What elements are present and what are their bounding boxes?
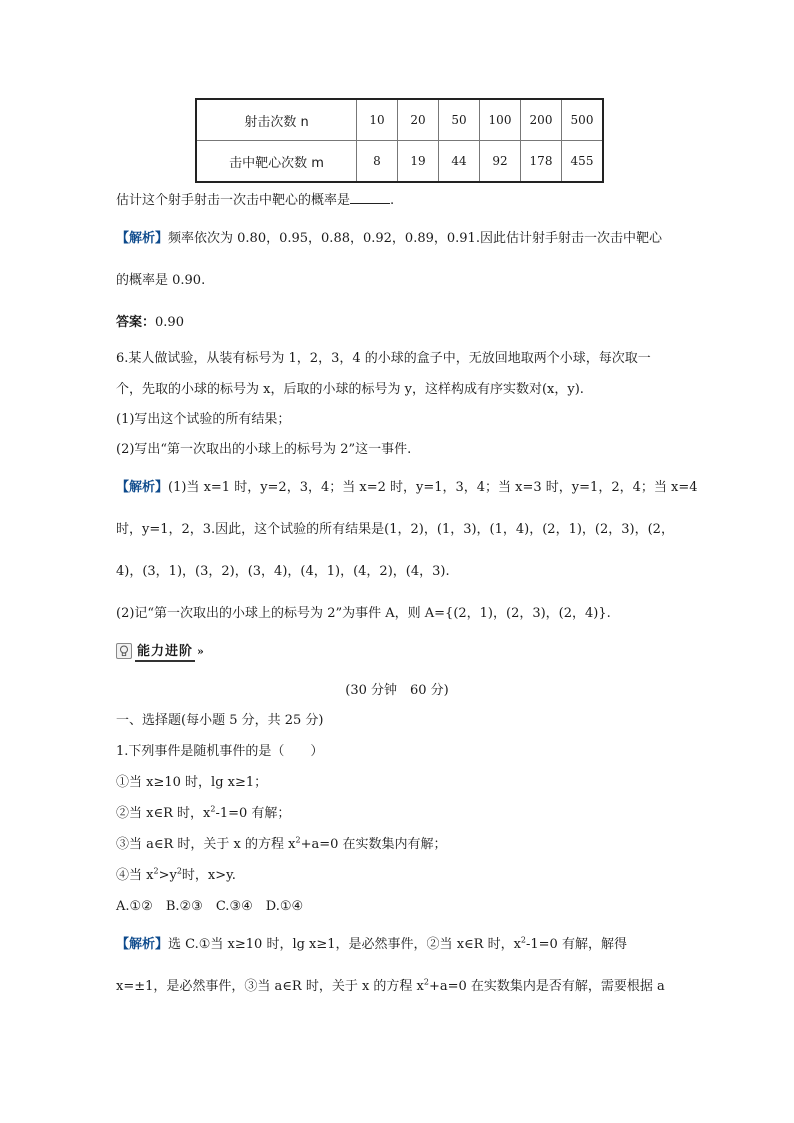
table-cell: 500 bbox=[562, 99, 604, 141]
q6-stem-line: 个，先取的小球的标号为 x，后取的小球的标号为 y，这样构成有序实数对(x，y). bbox=[116, 382, 584, 397]
table-cell: 50 bbox=[439, 99, 480, 141]
choice-analysis-line bbox=[116, 975, 665, 994]
option-2 bbox=[116, 802, 290, 821]
option-text: -1=0 有解； bbox=[215, 806, 291, 821]
option-1: ①当 x≥10 时，lg x≥1； bbox=[116, 775, 268, 790]
option-text: +a=0 在实数集内有解； bbox=[300, 837, 447, 852]
analysis-text: 选 C.①当 x≥10 时，lg x≥1，是必然事件，②当 x∈R 时，x bbox=[168, 937, 521, 952]
option-text: ②当 x∈R 时，x bbox=[116, 806, 211, 821]
answer-label: 答案： bbox=[116, 315, 156, 330]
table-cell: 455 bbox=[562, 141, 604, 183]
q6-analysis-line: 4)，(3，1)，(3，2)，(3，4)，(4，1)，(4，2)，(4，3). bbox=[116, 564, 450, 579]
q5-question-text: 估计这个射手射击一次击中靶心的概率是 bbox=[116, 193, 351, 208]
q5-analysis-line: 的概率是 0.90. bbox=[116, 273, 206, 288]
shooting-table bbox=[195, 98, 604, 183]
row-header-shots: 射击次数 n bbox=[196, 99, 357, 141]
analysis-text: +a=0 在实数集内是否有解，需要根据 a bbox=[428, 979, 665, 994]
analysis-tag: 【解析】 bbox=[116, 231, 169, 246]
exponent: 2 bbox=[210, 804, 216, 814]
q5-analysis-line bbox=[116, 227, 662, 246]
analysis-tag: 【解析】 bbox=[116, 937, 169, 952]
exponent: 2 bbox=[423, 977, 429, 987]
table-cell: 19 bbox=[398, 141, 439, 183]
option-text: ④当 x bbox=[116, 868, 154, 883]
q6-analysis-line: 时，y=1，2，3.因此，这个试验的所有结果是(1，2)，(1，3)，(1，4)，(2，1)，(2，3)，(2， bbox=[116, 522, 674, 537]
choice-header: 一、选择题(每小题 5 分，共 25 分) bbox=[116, 713, 324, 728]
option-3 bbox=[116, 833, 447, 852]
choice-analysis-line bbox=[116, 933, 627, 952]
q6-analysis-line bbox=[116, 476, 698, 495]
chevron-right-icon: » bbox=[197, 644, 204, 658]
lightbulb-icon bbox=[116, 643, 132, 659]
q6-part2: (2)写出“第一次取出的小球上的标号为 2”这一事件. bbox=[116, 442, 412, 457]
q6-part1: (1)写出这个试验的所有结果； bbox=[116, 412, 291, 427]
answer-blank bbox=[350, 191, 390, 204]
time-score: (30 分钟 60 分) bbox=[345, 683, 449, 698]
q5-question-end: . bbox=[390, 193, 395, 208]
answer-value: 0.90 bbox=[155, 315, 184, 330]
section-title: 能力进阶 bbox=[135, 640, 195, 662]
option-text: >y bbox=[158, 868, 177, 883]
table-cell: 44 bbox=[439, 141, 480, 183]
analysis-tag: 【解析】 bbox=[116, 480, 169, 495]
table-cell: 92 bbox=[480, 141, 521, 183]
row-header-hits: 击中靶心次数 m bbox=[196, 141, 357, 183]
exponent: 2 bbox=[153, 866, 159, 876]
q5-question bbox=[116, 189, 394, 208]
option-4 bbox=[116, 864, 236, 883]
exponent: 2 bbox=[520, 935, 526, 945]
table-row bbox=[196, 141, 603, 183]
table-cell: 10 bbox=[357, 99, 398, 141]
q5-answer bbox=[116, 311, 184, 330]
choice-question: 1.下列事件是随机事件的是（ ） bbox=[116, 744, 324, 759]
answer-choices: A.①② B.②③ C.③④ D.①④ bbox=[116, 899, 304, 914]
analysis-text: -1=0 有解，解得 bbox=[526, 937, 627, 952]
analysis-text: x=±1，是必然事件，③当 a∈R 时，关于 x 的方程 x bbox=[116, 979, 424, 994]
q5-analysis-text: 频率依次为 0.80，0.95，0.88，0.92，0.89，0.91.因此估计射手射击一次击中靶心 bbox=[168, 231, 662, 246]
table-cell: 178 bbox=[521, 141, 562, 183]
q6-analysis-line: (2)记“第一次取出的小球上的标号为 2”为事件 A，则 A={(2，1)，(2，3)，(2，4)}. bbox=[116, 606, 611, 621]
table-cell: 8 bbox=[357, 141, 398, 183]
table-cell: 20 bbox=[398, 99, 439, 141]
table-cell: 200 bbox=[521, 99, 562, 141]
q6-stem-line: 6.某人做试验，从装有标号为 1，2，3，4 的小球的盒子中，无放回地取两个小球，每次取一 bbox=[116, 351, 651, 366]
table-cell: 100 bbox=[480, 99, 521, 141]
option-text: 时，x>y. bbox=[181, 868, 236, 883]
section-header bbox=[116, 641, 204, 661]
option-text: ③当 a∈R 时，关于 x 的方程 x bbox=[116, 837, 296, 852]
exponent: 2 bbox=[176, 866, 182, 876]
table-row bbox=[196, 99, 603, 141]
q6-analysis-text: (1)当 x=1 时，y=2，3，4；当 x=2 时，y=1，3，4；当 x=3 时，y=1，2，4；当 x=4 bbox=[168, 480, 698, 495]
exponent: 2 bbox=[295, 835, 301, 845]
